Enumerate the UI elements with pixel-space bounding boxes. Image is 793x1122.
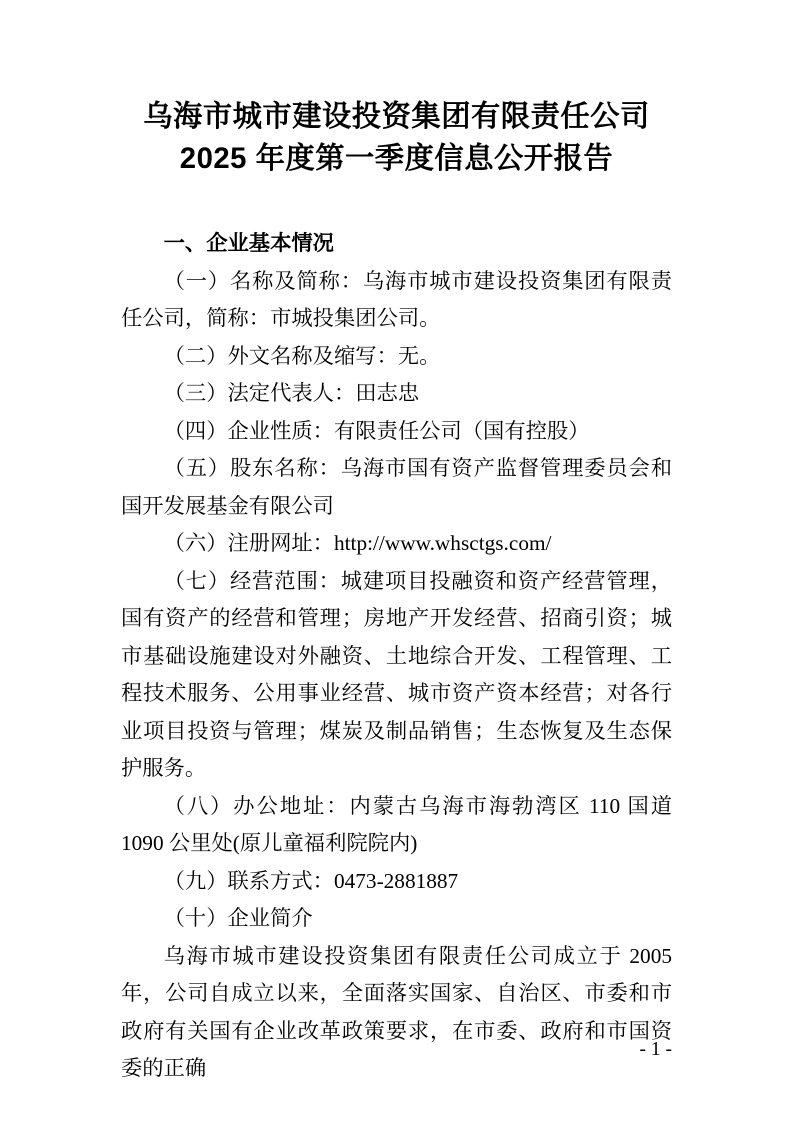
title-line-1: 乌海市城市建设投资集团有限责任公司 <box>143 100 650 133</box>
paragraph-website: （六）注册网址：http://www.whsctgs.com/ <box>163 531 552 555</box>
title-line-2: 2025 年度第一季度信息公开报告 <box>179 142 614 175</box>
paragraph-business-scope: （七）经营范围：城建项目投融资和资产经营管理，国有资产的经营和管理；房地产开发经营、招商引资；城市基础设施建设对外融资、土地综合开发、工程管理、工程技术服务、公用事业经营、城市资产资本经营；对各行业项目投资与管理；煤炭及制品销售；生态恢复及生态保护服务。 <box>121 568 672 780</box>
paragraph-foreign-name: （二）外文名称及缩写：无。 <box>163 343 441 368</box>
document-body <box>121 263 672 1088</box>
paragraph-shareholders: （五）股东名称：乌海市国有资产监督管理委员会和国开发展基金有限公司 <box>121 456 672 518</box>
paragraph-company-nature: （四）企业性质：有限责任公司（国有控股） <box>163 418 590 443</box>
paragraph-company-profile-text: 乌海市城市建设投资集团有限责任公司成立于 2005 年，公司自成立以来，全面落实国家、自治区、市委和市政府有关国有企业改革政策要求，在市委、政府和市国资委的正确 <box>121 943 672 1080</box>
paragraph-legal-representative: （三）法定代表人：田志忠 <box>163 381 420 405</box>
page-number: - 1 - <box>639 1039 672 1060</box>
paragraph-office-address: （八）办公地址：内蒙古乌海市海勃湾区 110 国道 1090 公里处(原儿童福利院院内) <box>121 793 672 855</box>
paragraph-company-profile-heading: （十）企业简介 <box>163 906 313 930</box>
document-content <box>121 0 672 1088</box>
paragraph-contact: （九）联系方式：0473-2881887 <box>163 868 459 893</box>
section-heading: 一、企业基本情况 <box>163 231 334 255</box>
paragraph-name-abbreviation: （一）名称及简称：乌海市城市建设投资集团有限责任公司，简称：市城投集团公司。 <box>121 268 672 330</box>
document-title <box>121 96 672 180</box>
